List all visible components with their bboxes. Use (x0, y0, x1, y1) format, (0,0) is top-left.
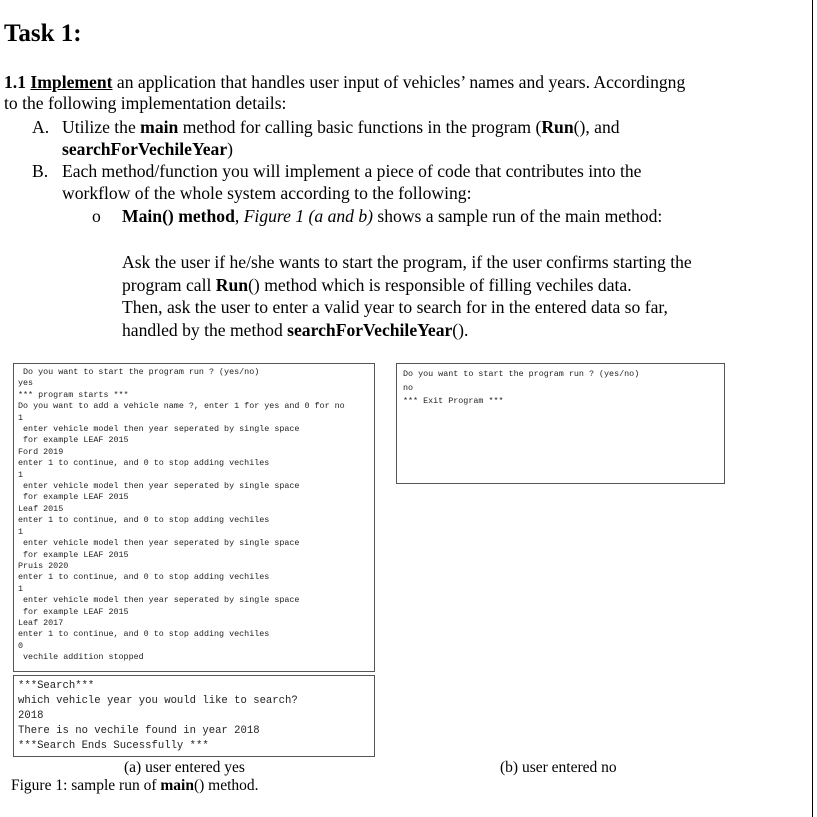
figure-caption-main: main (160, 777, 194, 794)
task-title: Task 1: (4, 20, 82, 47)
console-line: Leaf 2015 (18, 503, 64, 514)
console-line: enter 1 to continue, and 0 to stop adding vechiles (18, 629, 270, 640)
item-a-marker: A. (32, 117, 50, 137)
desc-line4-pre: handled by the method (122, 319, 288, 340)
console-line: which vehicle year you would like to search? (18, 695, 298, 707)
caption-a: (a) user entered yes (124, 759, 245, 776)
console-line: Do you want to add a vehicle name ?, enter 1 for yes and 0 for no (18, 401, 345, 412)
page-border-line (812, 0, 813, 817)
item-b-line2: workflow of the whole system according to the following: (62, 182, 472, 203)
implement-keyword: Implement (30, 72, 113, 92)
desc-method: searchForVechileYear (287, 319, 453, 340)
desc-line3: Then, ask the user to enter a valid year to search for in the entered data so far, (122, 297, 668, 317)
item-a-mid: method for calling basic functions in the program ( (178, 117, 542, 137)
item-b-marker: B. (32, 161, 49, 181)
console-line: for example LEAF 2015 (18, 435, 129, 446)
console-line: *** program starts *** (18, 389, 129, 400)
console-line: enter 1 to continue, and 0 to stop adding vechiles (18, 458, 270, 469)
item-a-main: main (140, 117, 179, 137)
console-line: 1 (18, 583, 24, 594)
desc-line2-post: () method which is responsible of filling vechiles data. (248, 274, 632, 295)
desc-line4-post: (). (452, 319, 469, 340)
console-line: Do you want to start the program run ? (yes/no) (18, 367, 260, 377)
console-line: enter vehicle model then year seperated by single space (18, 538, 300, 549)
item-a-post: (), and (573, 117, 620, 137)
intro-text-2: to the following implementation details: (4, 93, 287, 113)
console-line: enter vehicle model then year seperated by single space (18, 481, 300, 492)
item-a-pre: Utilize the (62, 117, 141, 137)
console-line: 2018 (18, 710, 44, 722)
section-number: 1.1 (4, 72, 26, 92)
sub-rest: shows a sample run of the main method: (373, 206, 663, 226)
caption-b: (b) user entered no (500, 759, 617, 776)
figure-caption-post: () method. (193, 777, 259, 794)
console-line: *** Exit Program *** (403, 396, 504, 406)
console-line: enter 1 to continue, and 0 to stop adding vechiles (18, 572, 270, 583)
item-a-text (62, 117, 802, 160)
console-line: enter vehicle model then year seperated by single space (18, 595, 300, 606)
figure-caption-pre: Figure 1: sample run of (11, 777, 161, 794)
console-line: 1 (18, 526, 24, 537)
intro-paragraph (4, 72, 804, 114)
desc-line2-pre: program call (122, 274, 216, 295)
item-a-run: Run (541, 117, 574, 137)
console-line: Pruis 2020 (18, 560, 69, 571)
console-line: 0 (18, 640, 24, 651)
console-output-yes (13, 363, 375, 672)
console-line: vechile addition stopped (18, 652, 144, 663)
figure-ref: Figure 1 (a and b) (243, 206, 374, 226)
console-line: Do you want to start the program run ? (yes/no) (403, 369, 640, 379)
sub-item-text (122, 206, 802, 228)
console-search-output (13, 675, 375, 757)
figure-caption (11, 777, 259, 795)
console-line: yes (18, 378, 34, 389)
console-line: enter vehicle model then year seperated by single space (18, 424, 300, 435)
intro-text-1: an application that handles user input of vehicles’ names and years. Accordingng (112, 72, 686, 92)
console-line: for example LEAF 2015 (18, 606, 129, 617)
item-b-line1: Each method/function you will implement a piece of code that contributes into the (62, 161, 642, 181)
item-b-text (62, 161, 802, 204)
console-line: for example LEAF 2015 (18, 492, 129, 503)
desc-run: Run (215, 274, 249, 295)
sub-sep: , (234, 206, 244, 226)
desc-line1: Ask the user if he/she wants to start the program, if the user confirms starting the (122, 252, 692, 272)
console-line: 1 (18, 412, 24, 423)
console-line: 1 (18, 469, 24, 480)
console-line: Ford 2019 (18, 446, 64, 457)
console-line: for example LEAF 2015 (18, 549, 129, 560)
item-a-search: searchForVechileYear (62, 138, 228, 159)
main-method-label: Main() method (122, 206, 235, 226)
item-a-close: ) (227, 138, 233, 159)
console-line: no (403, 382, 414, 393)
console-line: enter 1 to continue, and 0 to stop adding vechiles (18, 515, 270, 526)
console-line: ***Search*** (18, 680, 95, 692)
sub-bullet: o (92, 206, 101, 226)
description-paragraph (122, 251, 812, 341)
console-line: There is no vechile found in year 2018 (18, 725, 260, 737)
console-output-no (396, 363, 725, 484)
console-line: ***Search Ends Sucessfully *** (18, 740, 209, 752)
console-line: Leaf 2017 (18, 617, 64, 628)
